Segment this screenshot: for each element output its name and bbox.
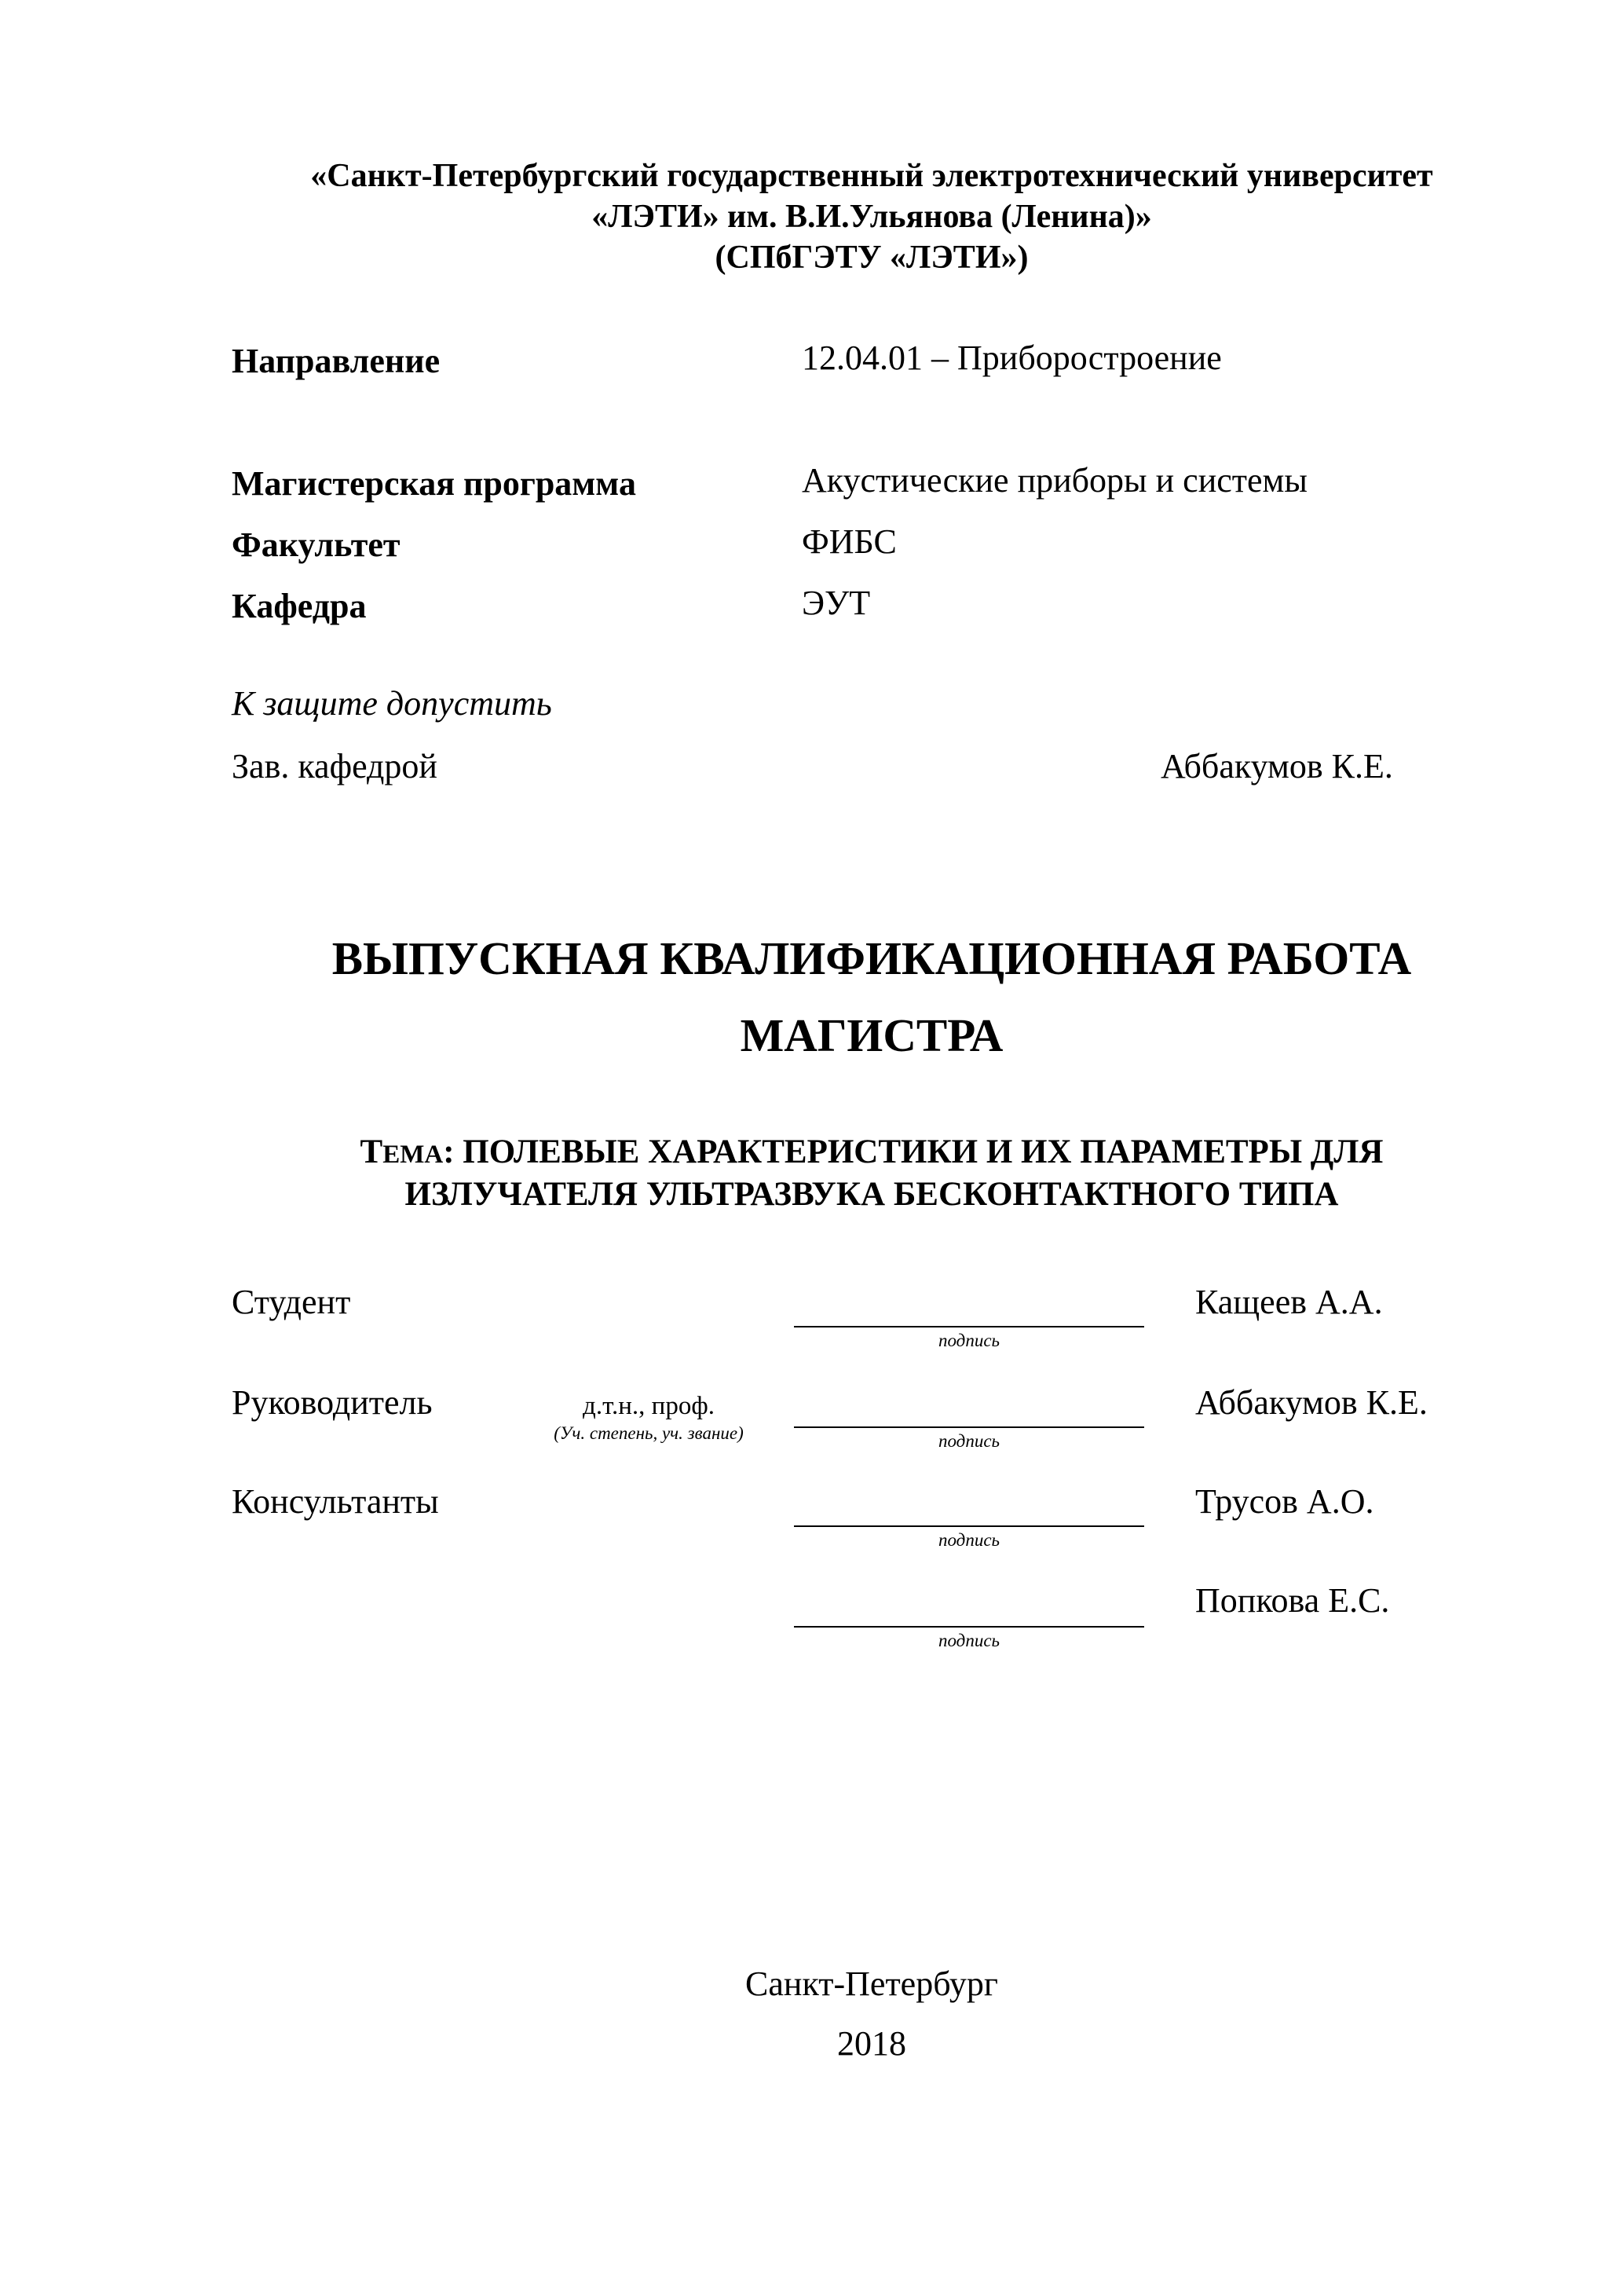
- approval-name: Аббакумов К.Е.: [1161, 747, 1393, 785]
- consultant-2-name: Попкова Е.С.: [1195, 1581, 1390, 1620]
- university-name-line-1: «Санкт-Петербургский государственный электротехнический университет: [310, 158, 1433, 194]
- direction-value: 12.04.01 – Приборостроение: [802, 339, 1222, 377]
- topic-text-line-1: ПОЛЕВЫЕ ХАРАКТЕРИСТИКИ И ИХ ПАРАМЕТРЫ ДЛЯ: [463, 1133, 1384, 1170]
- approval-role: Зав. кафедрой: [232, 747, 437, 785]
- footer-city: Санкт-Петербург: [745, 1965, 998, 2003]
- topic-text-line-2: ИЗЛУЧАТЕЛЯ УЛЬТРАЗВУКА БЕСКОНТАКТНОГО ТИПА: [404, 1176, 1339, 1213]
- faculty-label: Факультет: [232, 525, 401, 564]
- department-label: Кафедра: [232, 587, 367, 625]
- supervisor-role: Руководитель: [232, 1383, 433, 1422]
- consultant-1-signature-caption: подпись: [938, 1530, 1000, 1550]
- topic-prefix: ТЕМА:: [360, 1133, 455, 1170]
- student-signature-caption: подпись: [938, 1331, 1000, 1350]
- supervisor-name: Аббакумов К.Е.: [1195, 1383, 1428, 1422]
- faculty-value: ФИБС: [802, 522, 897, 561]
- student-name: Кащеев А.А.: [1195, 1283, 1383, 1321]
- footer-year: 2018: [837, 2024, 906, 2063]
- work-title-line-1: ВЫПУСКНАЯ КВАЛИФИКАЦИОННАЯ РАБОТА: [331, 932, 1412, 984]
- student-role: Студент: [232, 1283, 351, 1321]
- university-name-line-2: «ЛЭТИ» им. В.И.Ульянова (Ленина)»: [591, 199, 1152, 235]
- supervisor-degree: д.т.н., проф.: [583, 1392, 715, 1420]
- student-signature-line: [794, 1326, 1144, 1327]
- consultant-2-signature-caption: подпись: [938, 1631, 1000, 1650]
- consultants-role: Консультанты: [232, 1482, 439, 1521]
- approval-caption: К защите допустить: [232, 684, 552, 723]
- program-value: Акустические приборы и системы: [802, 461, 1308, 500]
- program-label: Магистерская программа: [232, 464, 636, 503]
- topic-line-1: [0, 1133, 1624, 1171]
- work-title-line-2: МАГИСТРА: [740, 1009, 1004, 1061]
- university-abbreviation: (СПбГЭТУ «ЛЭТИ»): [715, 240, 1029, 276]
- supervisor-degree-caption: (Уч. степень, уч. звание): [554, 1423, 744, 1443]
- consultant-2-signature-line: [794, 1626, 1144, 1628]
- supervisor-signature-caption: подпись: [938, 1431, 1000, 1451]
- consultant-1-signature-line: [794, 1525, 1144, 1527]
- direction-label: Направление: [232, 342, 441, 380]
- consultant-1-name: Трусов А.О.: [1195, 1482, 1374, 1521]
- department-value: ЭУТ: [802, 584, 871, 622]
- supervisor-signature-line: [794, 1426, 1144, 1428]
